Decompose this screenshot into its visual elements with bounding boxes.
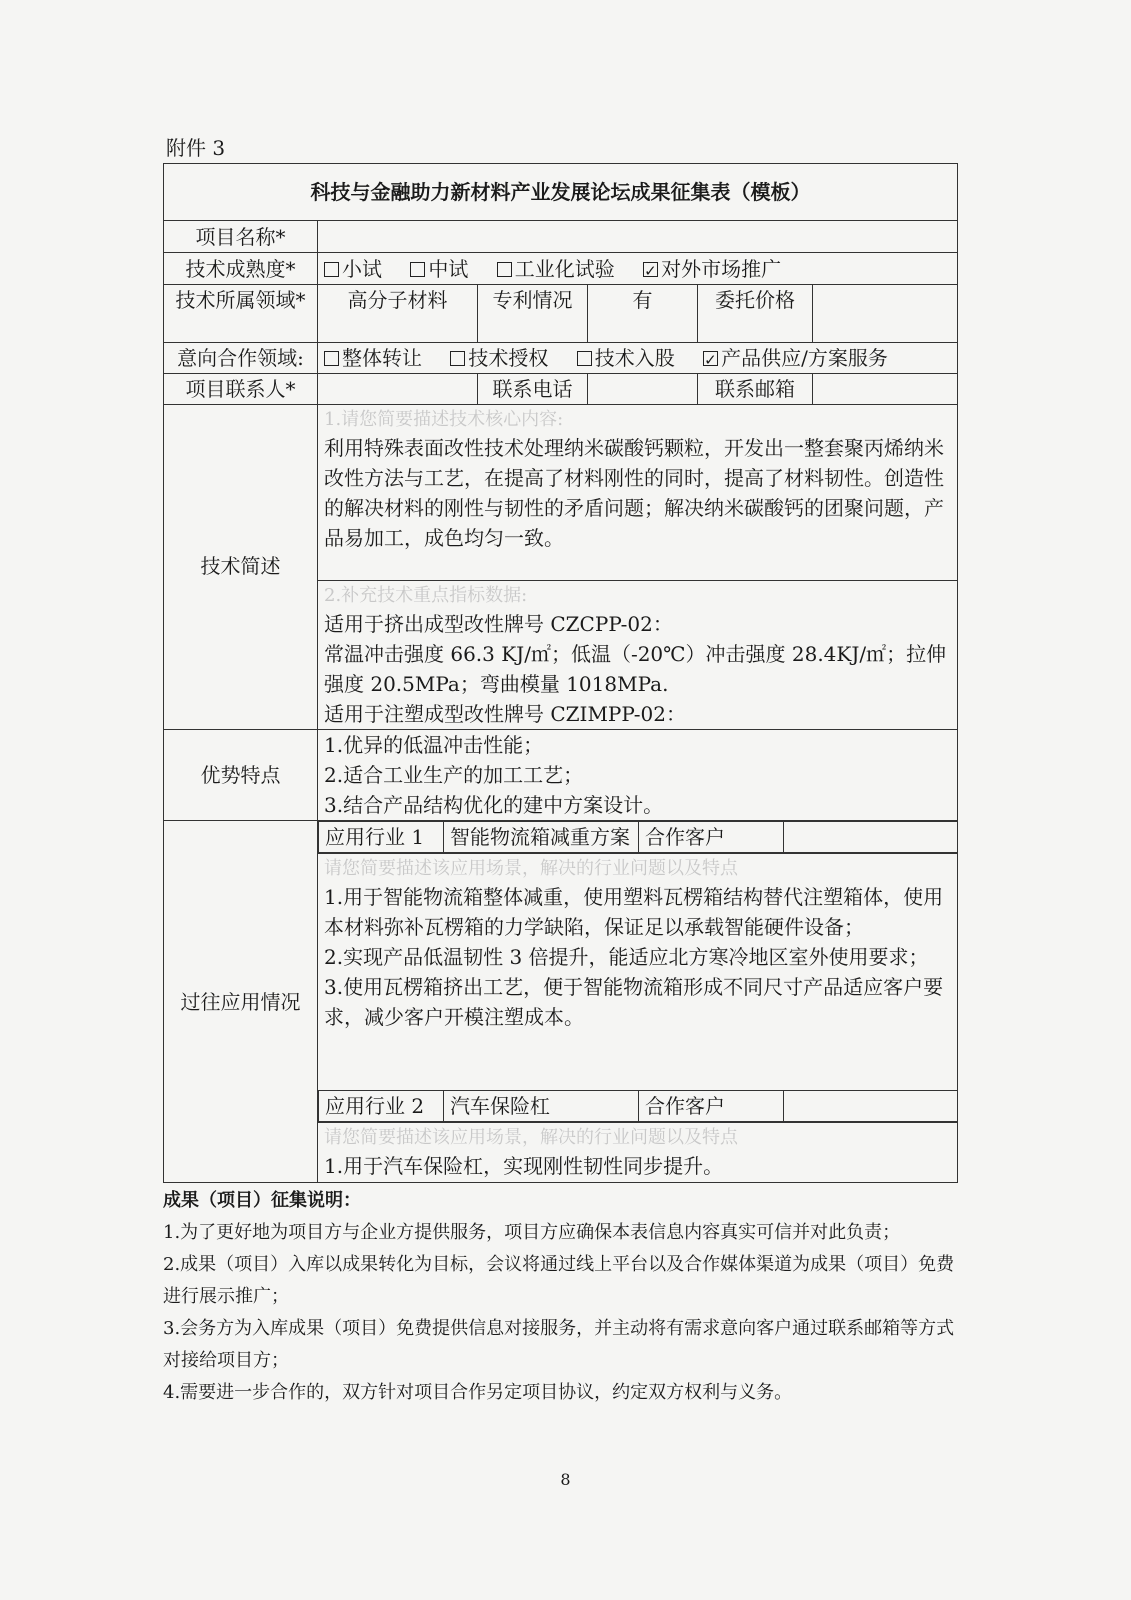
tech-index-line: 适用于注塑成型改性牌号 CZIMPP-02： [324, 702, 686, 726]
patent-value[interactable]: 有 [588, 285, 698, 343]
note-item: 3.会务方为入库成果（项目）免费提供信息对接服务，并主动将有需求意向客户通过联系邮箱等方式对接给项目方； [163, 1318, 955, 1371]
coop-label: 意向合作领域: [164, 343, 318, 374]
note-item: 1.为了更好地为项目方与企业方提供服务，项目方应确保本表信息内容真实可信并对此负责； [163, 1222, 901, 1243]
phone-field[interactable] [588, 374, 698, 405]
coop-option-transfer[interactable]: 整体转让 [324, 343, 422, 373]
app-2-industry-label: 应用行业 2 [319, 1091, 444, 1122]
app-1-body[interactable] [318, 853, 957, 1090]
app-1-industry-label: 应用行业 1 [319, 822, 444, 853]
advantage-line: 3.结合产品结构优化的建中方案设计。 [324, 793, 664, 817]
maturity-option-market[interactable]: ✓ 对外市场推广 [643, 254, 781, 284]
maturity-option-industrial[interactable]: 工业化试验 [497, 254, 615, 284]
history-label: 过往应用情况 [164, 821, 318, 1183]
app-1-customer-field[interactable] [784, 822, 958, 853]
tech-index-cell[interactable] [318, 581, 958, 730]
email-field[interactable] [813, 374, 958, 405]
form-title: 科技与金融助力新材料产业发展论坛成果征集表（模板） [164, 164, 958, 221]
app-1-hint: 请您简要描述该应用场景，解决的行业问题以及特点 [324, 858, 738, 879]
coop-option-license[interactable]: 技术授权 [450, 343, 548, 373]
app-2-hint: 请您简要描述该应用场景，解决的行业问题以及特点 [324, 1127, 738, 1148]
checkbox-checked-icon[interactable] [703, 351, 718, 366]
project-name-field[interactable] [318, 221, 958, 253]
tech-core-cell[interactable] [318, 405, 958, 581]
email-label: 联系邮箱 [698, 374, 813, 405]
note-item: 2.成果（项目）入库以成果转化为目标，会议将通过线上平台以及合作媒体渠道为成果（项目）免费进行展示推广； [163, 1254, 955, 1307]
tech-core-hint: 1.请您简要描述技术核心内容: [324, 409, 564, 430]
tech-index-line: 适用于挤出成型改性牌号 CZCPP-02： [324, 612, 673, 636]
advantage-label: 优势特点 [164, 730, 318, 821]
app-2-customer-label: 合作客户 [639, 1091, 784, 1122]
app-1-customer-label: 合作客户 [639, 822, 784, 853]
maturity-label: 技术成熟度* [164, 253, 318, 285]
note-item: 4.需要进一步合作的，双方针对项目合作另定项目协议，约定双方权利与义务。 [163, 1382, 793, 1403]
collection-notes [163, 1185, 957, 1409]
submission-form-table [163, 163, 958, 1183]
patent-label: 专利情况 [478, 285, 588, 343]
maturity-option-pilot-small[interactable]: 小试 [324, 254, 382, 284]
checkbox-icon[interactable] [497, 262, 512, 277]
advantage-line: 2.适合工业生产的加工工艺； [324, 763, 584, 787]
tech-desc-label: 技术简述 [164, 405, 318, 730]
checkbox-icon[interactable] [324, 262, 339, 277]
app-2-line: 1.用于汽车保险杠，实现刚性韧性同步提升。 [324, 1154, 724, 1178]
tech-index-hint: 2.补充技术重点指标数据: [324, 585, 528, 606]
coop-options [318, 343, 958, 374]
contact-field[interactable] [318, 374, 478, 405]
advantage-line: 1.优异的低温冲击性能； [324, 733, 544, 757]
history-cell [318, 821, 958, 1183]
attachment-label: 附件 3 [166, 136, 226, 160]
checkbox-icon[interactable] [450, 351, 465, 366]
app-1-line: 1.用于智能物流箱整体减重，使用塑料瓦楞箱结构替代注塑箱体，使用本材料弥补瓦楞箱的力学缺陷，保证足以承载智能硬件设备； [324, 885, 944, 939]
coop-option-equity[interactable]: 技术入股 [577, 343, 675, 373]
app-2-customer-field[interactable] [784, 1091, 958, 1122]
phone-label: 联系电话 [478, 374, 588, 405]
app-1-line: 2.实现产品低温韧性 3 倍提升，能适应北方寒冷地区室外使用要求； [324, 945, 929, 969]
tech-core-text: 利用特殊表面改性技术处理纳米碳酸钙颗粒，开发出一整套聚丙烯纳米改性方法与工艺，在提高了材料刚性的同时，提高了材料韧性。创造性的解决材料的刚性与韧性的矛盾问题；解决纳米碳酸钙的团聚问题，产品易加工，成色均匀一致。 [324, 436, 944, 550]
coop-option-supply[interactable]: ✓ 产品供应/方案服务 [703, 343, 888, 373]
app-1-header [318, 821, 957, 853]
app-1-industry-value[interactable]: 智能物流箱减重方案 [444, 822, 639, 853]
app-2-industry-value[interactable]: 汽车保险杠 [444, 1091, 639, 1122]
notes-heading: 成果（项目）征集说明： [163, 1190, 361, 1211]
checkbox-icon[interactable] [577, 351, 592, 366]
field-label: 技术所属领域* [164, 285, 318, 343]
contact-label: 项目联系人* [164, 374, 318, 405]
checkbox-icon[interactable] [410, 262, 425, 277]
page-number: 8 [560, 1470, 571, 1489]
app-2-header [318, 1090, 957, 1122]
app-1-line: 3.使用瓦楞箱挤出工艺，便于智能物流箱形成不同尺寸产品适应客户要求，减少客户开模注塑成本。 [324, 975, 944, 1029]
field-value[interactable]: 高分子材料 [318, 285, 478, 343]
advantage-cell[interactable] [318, 730, 958, 821]
price-label: 委托价格 [698, 285, 813, 343]
project-name-label: 项目名称* [164, 221, 318, 253]
price-field[interactable] [813, 285, 958, 343]
app-2-body[interactable] [318, 1122, 957, 1181]
maturity-option-pilot-mid[interactable]: 中试 [410, 254, 468, 284]
checkbox-checked-icon[interactable] [643, 262, 658, 277]
maturity-options [318, 253, 958, 285]
tech-index-line: 常温冲击强度 66.3 KJ/㎡；低温（-20℃）冲击强度 28.4KJ/㎡；拉伸强度 20.5MPa；弯曲模量 1018MPa. [324, 642, 947, 696]
checkbox-icon[interactable] [324, 351, 339, 366]
